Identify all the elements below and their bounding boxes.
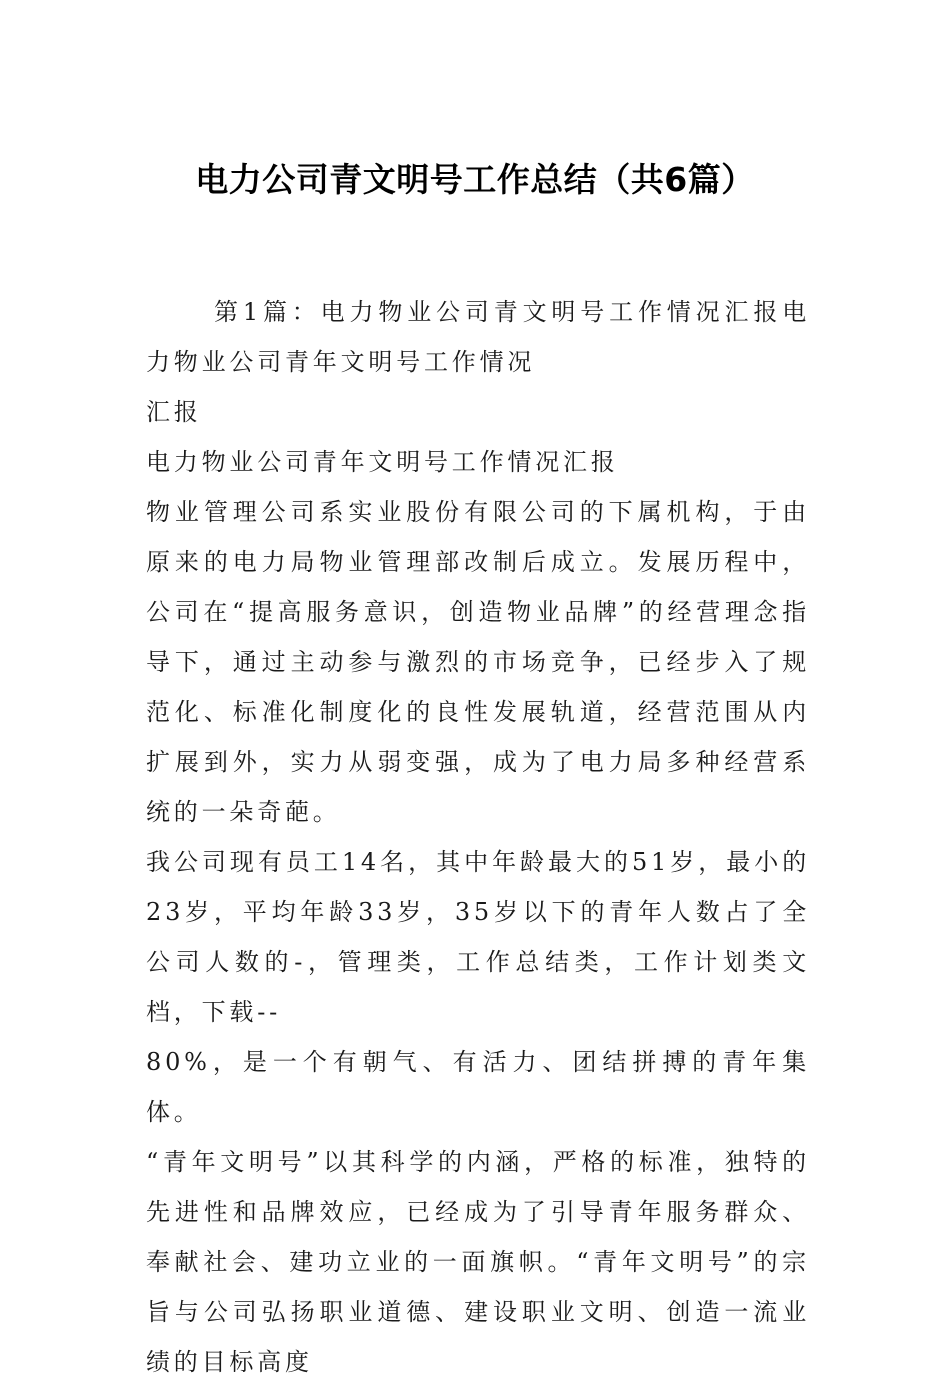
paragraph-body: “青年文明号”以其科学的内涵，严格的标准，独特的先进性和品牌效应，已经成为了引导青年服务群众、奉献社会、建功立业的一面旗帜。“青年文明号”的宗旨与公司弘扬职业道德、建设职业文明、创造一流业绩的目标高度: [146, 1148, 810, 1376]
paragraph-body: 80%，是一个有朝气、有活力、团结拼搏的青年集体。: [146, 1048, 810, 1126]
paragraph-subtitle: 电力物业公司青年文明号工作情况汇报: [146, 448, 619, 476]
paragraph-line: 汇报: [146, 398, 202, 426]
document-title: 电力公司青文明号工作总结（共6篇）: [195, 160, 755, 199]
paragraph-heading: 第1篇：电力物业公司青文明号工作情况汇报电力物业公司青年文明号工作情况: [146, 298, 810, 376]
paragraph-body: 物业管理公司系实业股份有限公司的下属机构，于由原来的电力局物业管理部改制后成立。发展历程中，公司在“提高服务意识，创造物业品牌”的经营理念指导下，通过主动参与激烈的市场竞争，已经步入了规范化、标准化制度化的良性发展轨道，经营范围从内扩展到外，实力从弱变强，成为了电力局多种经营系统的一朵奇葩。: [146, 498, 810, 826]
document-body: [146, 287, 810, 1387]
paragraph-body: 我公司现有员工14名，其中年龄最大的51岁，最小的23岁，平均年龄33岁，35岁以下的青年人数占了全公司人数的-，管理类，工作总结类，工作计划类文档，下载--: [146, 848, 810, 1026]
